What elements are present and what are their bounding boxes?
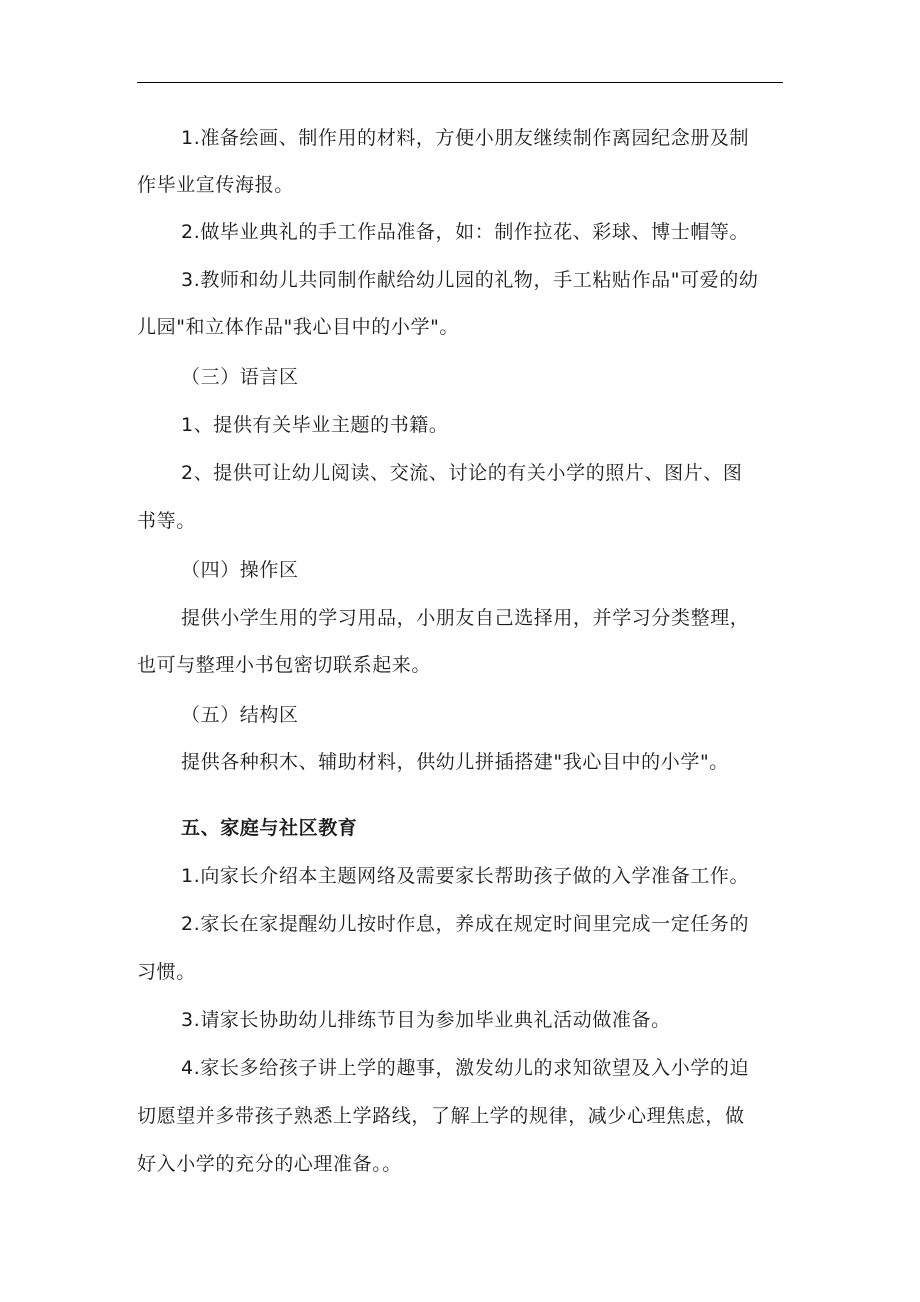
paragraph-line: 2.做毕业典礼的手工作品准备，如：制作拉花、彩球、博士帽等。 bbox=[181, 221, 750, 243]
paragraph-line: 3.请家长协助幼儿排练节目为参加毕业典礼活动做准备。 bbox=[181, 1009, 671, 1031]
chapter-heading: 五、家庭与社区教育 bbox=[181, 817, 358, 839]
paragraph-line: 儿园"和立体作品"我心目中的小学"。 bbox=[137, 316, 460, 338]
paragraph-line: 3.教师和幼儿共同制作献给幼儿园的礼物，手工粘贴作品"可爱的幼 bbox=[181, 269, 759, 291]
section-heading: （五）结构区 bbox=[181, 704, 299, 726]
paragraph-line: 1、提供有关毕业主题的书籍。 bbox=[181, 414, 449, 436]
paragraph-line: 1.准备绘画、制作用的材料，方便小朋友继续制作离园纪念册及制 bbox=[181, 127, 750, 149]
paragraph-line: 作毕业宣传海报。 bbox=[137, 174, 294, 196]
paragraph-line: 2.家长在家提醒幼儿按时作息，养成在规定时间里完成一定任务的 bbox=[181, 913, 750, 935]
section-heading: （四）操作区 bbox=[181, 559, 299, 581]
header-rule bbox=[137, 82, 783, 83]
paragraph-line: 书等。 bbox=[137, 510, 196, 532]
paragraph-line: 2、提供可让幼儿阅读、交流、讨论的有关小学的照片、图片、图 bbox=[181, 462, 743, 484]
paragraph-line: 切愿望并多带孩子熟悉上学路线，了解上学的规律，减少心理焦虑，做 bbox=[137, 1105, 745, 1127]
paragraph-line: 也可与整理小书包密切联系起来。 bbox=[137, 654, 432, 676]
section-heading: （三）语言区 bbox=[181, 366, 299, 388]
paragraph-line: 好入小学的充分的心理准备。。 bbox=[137, 1153, 402, 1175]
paragraph-line: 提供小学生用的学习用品，小朋友自己选择用，并学习分类整理， bbox=[181, 607, 750, 629]
paragraph-line: 4.家长多给孩子讲上学的趣事，激发幼儿的求知欲望及入小学的迫 bbox=[181, 1057, 750, 1079]
paragraph-line: 1.向家长介绍本主题网络及需要家长帮助孩子做的入学准备工作。 bbox=[181, 865, 750, 887]
paragraph-line: 习惯。 bbox=[137, 961, 196, 983]
paragraph-line: 提供各种积木、辅助材料，供幼儿拼插搭建"我心目中的小学"。 bbox=[181, 751, 729, 773]
